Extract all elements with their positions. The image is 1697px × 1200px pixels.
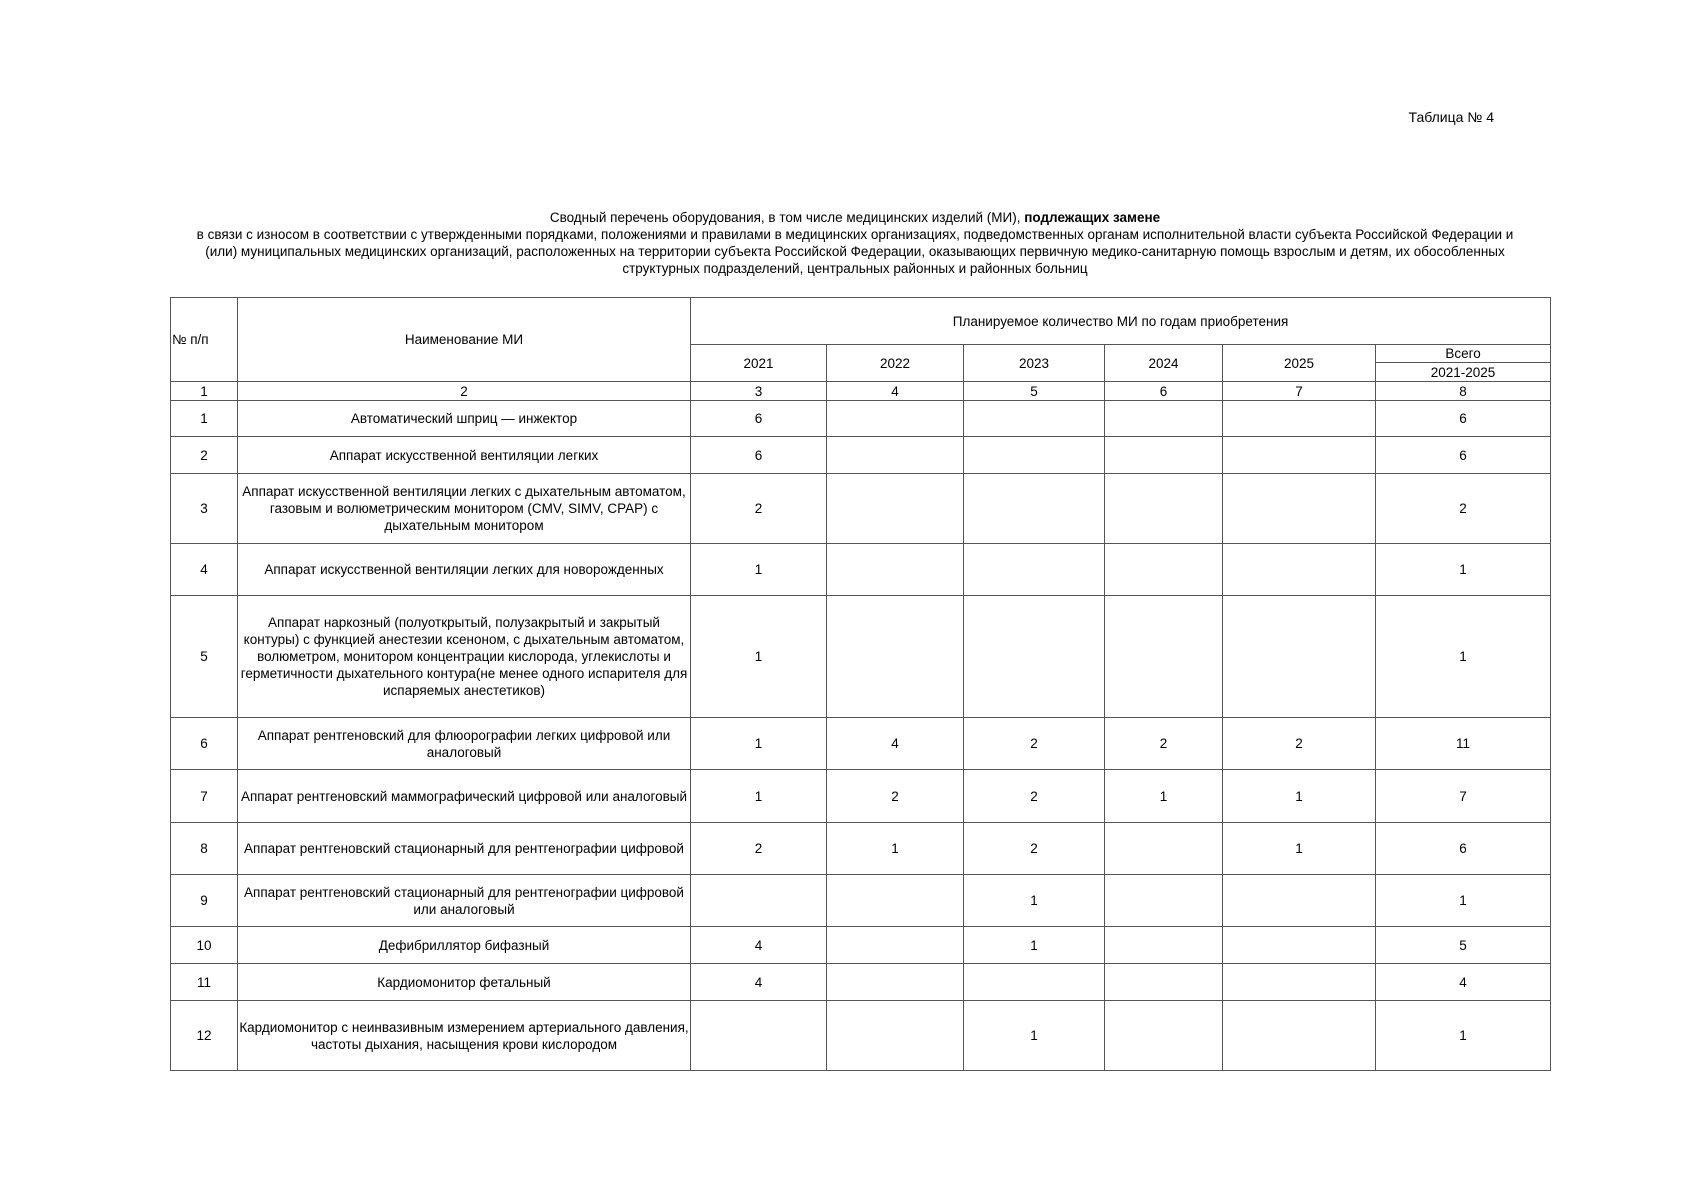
cell-2023 <box>964 964 1105 1001</box>
cell-2024 <box>1105 544 1223 596</box>
column-number: 3 <box>691 382 827 401</box>
cell-total: 2 <box>1376 474 1551 544</box>
cell-total: 1 <box>1376 544 1551 596</box>
cell-2024 <box>1105 437 1223 474</box>
cell-2025 <box>1223 875 1376 927</box>
header-total-label: Всего <box>1376 345 1551 363</box>
cell-no: 4 <box>171 544 238 596</box>
header-name: Наименование МИ <box>238 298 691 382</box>
cell-2025 <box>1223 1001 1376 1071</box>
cell-no: 2 <box>171 437 238 474</box>
cell-no: 7 <box>171 770 238 823</box>
cell-2024 <box>1105 875 1223 927</box>
column-number: 8 <box>1376 382 1551 401</box>
cell-total: 1 <box>1376 1001 1551 1071</box>
cell-2021: 4 <box>691 927 827 964</box>
cell-total: 6 <box>1376 823 1551 875</box>
cell-2024 <box>1105 823 1223 875</box>
header-row-1 <box>171 298 1551 345</box>
header-year-2024: 2024 <box>1105 345 1223 382</box>
cell-2023: 2 <box>964 823 1105 875</box>
cell-2021: 1 <box>691 718 827 770</box>
header-year-2025: 2025 <box>1223 345 1376 382</box>
cell-total: 6 <box>1376 437 1551 474</box>
cell-2025: 2 <box>1223 718 1376 770</box>
cell-2025 <box>1223 544 1376 596</box>
column-number: 2 <box>238 382 691 401</box>
cell-no: 8 <box>171 823 238 875</box>
cell-2021: 6 <box>691 437 827 474</box>
cell-2022 <box>827 927 964 964</box>
cell-2022: 1 <box>827 823 964 875</box>
cell-2022: 2 <box>827 770 964 823</box>
cell-2022 <box>827 1001 964 1071</box>
cell-total: 7 <box>1376 770 1551 823</box>
cell-2021 <box>691 1001 827 1071</box>
cell-2021: 1 <box>691 544 827 596</box>
cell-no: 11 <box>171 964 238 1001</box>
title-line-2: в связи с износом в соответствии с утвержденными порядками, положениями и правилами в медицинских организациях, подведомственных органам исполнительной власти субъекта Российской Федерации и (или) муниципальных медицинских организаций, расположенных на территории субъекта Российской Федерации, оказывающих первичную медико-санитарную помощь взрослым и детям, их обособленных структурных подразделений, центральных районных и районных больниц <box>196 227 1514 276</box>
cell-2022 <box>827 964 964 1001</box>
cell-2023: 2 <box>964 770 1105 823</box>
cell-no: 10 <box>171 927 238 964</box>
cell-2023 <box>964 544 1105 596</box>
table-row <box>171 770 1551 823</box>
table-row <box>171 474 1551 544</box>
cell-2024 <box>1105 596 1223 718</box>
cell-name: Аппарат рентгеновский маммографический цифровой или аналоговый <box>238 770 691 823</box>
cell-2025: 1 <box>1223 770 1376 823</box>
cell-2024 <box>1105 474 1223 544</box>
cell-name: Аппарат рентгеновский для флюорографии легких цифровой или аналоговый <box>238 718 691 770</box>
cell-2025 <box>1223 437 1376 474</box>
cell-2025 <box>1223 927 1376 964</box>
table-row <box>171 964 1551 1001</box>
cell-2022 <box>827 596 964 718</box>
column-number: 6 <box>1105 382 1223 401</box>
cell-2023 <box>964 596 1105 718</box>
title-line-1 <box>190 209 1520 226</box>
table-row <box>171 544 1551 596</box>
cell-2024: 2 <box>1105 718 1223 770</box>
cell-2024 <box>1105 401 1223 437</box>
cell-2024: 1 <box>1105 770 1223 823</box>
table-row <box>171 875 1551 927</box>
table-row <box>171 823 1551 875</box>
cell-2021: 6 <box>691 401 827 437</box>
cell-2022: 4 <box>827 718 964 770</box>
cell-name: Аппарат искусственной вентиляции легких <box>238 437 691 474</box>
cell-name: Аппарат искусственной вентиляции легких для новорожденных <box>238 544 691 596</box>
cell-2022 <box>827 474 964 544</box>
column-number: 4 <box>827 382 964 401</box>
cell-name: Дефибриллятор бифазный <box>238 927 691 964</box>
cell-total: 4 <box>1376 964 1551 1001</box>
cell-no: 5 <box>171 596 238 718</box>
cell-2024 <box>1105 1001 1223 1071</box>
cell-2023 <box>964 474 1105 544</box>
cell-total: 5 <box>1376 927 1551 964</box>
table-number: Таблица № 4 <box>1408 109 1494 125</box>
header-total-range: 2021-2025 <box>1376 363 1551 382</box>
cell-2022 <box>827 401 964 437</box>
cell-no: 3 <box>171 474 238 544</box>
header-no: № п/п <box>171 298 238 382</box>
cell-2021: 1 <box>691 770 827 823</box>
cell-name: Аппарат рентгеновский стационарный для рентгенографии цифровой или аналоговый <box>238 875 691 927</box>
cell-2024 <box>1105 927 1223 964</box>
equipment-table <box>170 297 1551 1071</box>
title-normal-text: Сводный перечень оборудования, в том числе медицинских изделий (МИ), <box>549 210 1025 225</box>
cell-name: Аппарат наркозный (полуоткрытый, полузакрытый и закрытый контуры) с функцией анестезии ксеноном, с дыхательным автоматом, волюметром, монитором концентрации кислорода, углекислоты и герметичности дыхательного контура(не менее одного испарителя для испаряемых анестетиков) <box>238 596 691 718</box>
header-year-2021: 2021 <box>691 345 827 382</box>
cell-total: 1 <box>1376 596 1551 718</box>
cell-no: 12 <box>171 1001 238 1071</box>
header-year-2022: 2022 <box>827 345 964 382</box>
column-number: 7 <box>1223 382 1376 401</box>
table-row <box>171 437 1551 474</box>
table-row <box>171 718 1551 770</box>
cell-name: Автоматический шприц — инжектор <box>238 401 691 437</box>
cell-2022 <box>827 875 964 927</box>
cell-2024 <box>1105 964 1223 1001</box>
cell-2021: 4 <box>691 964 827 1001</box>
table-row <box>171 596 1551 718</box>
cell-2022 <box>827 437 964 474</box>
cell-2023: 1 <box>964 927 1105 964</box>
column-number: 5 <box>964 382 1105 401</box>
cell-2025: 1 <box>1223 823 1376 875</box>
cell-name: Аппарат рентгеновский стационарный для рентгенографии цифровой <box>238 823 691 875</box>
cell-name: Кардиомонитор с неинвазивным измерением артериального давления, частоты дыхания, насыщения крови кислородом <box>238 1001 691 1071</box>
table-row <box>171 927 1551 964</box>
cell-2021 <box>691 875 827 927</box>
table-row <box>171 1001 1551 1071</box>
header-planned: Планируемое количество МИ по годам приобретения <box>691 298 1551 345</box>
table-row <box>171 401 1551 437</box>
cell-no: 1 <box>171 401 238 437</box>
cell-2025 <box>1223 596 1376 718</box>
cell-no: 9 <box>171 875 238 927</box>
cell-no: 6 <box>171 718 238 770</box>
cell-total: 6 <box>1376 401 1551 437</box>
document-title <box>190 209 1520 277</box>
title-bold-text: подлежащих замене <box>1024 210 1161 225</box>
cell-2021: 2 <box>691 823 827 875</box>
cell-2021: 1 <box>691 596 827 718</box>
cell-name: Аппарат искусственной вентиляции легких с дыхательным автоматом, газовым и волюметрическим монитором (CMV, SIMV, CPAP) с дыхательным монитором <box>238 474 691 544</box>
cell-name: Кардиомонитор фетальный <box>238 964 691 1001</box>
cell-2023: 2 <box>964 718 1105 770</box>
cell-2025 <box>1223 474 1376 544</box>
column-number-row <box>171 382 1551 401</box>
cell-2023 <box>964 437 1105 474</box>
cell-2023: 1 <box>964 875 1105 927</box>
cell-2023: 1 <box>964 1001 1105 1071</box>
column-number: 1 <box>171 382 238 401</box>
cell-2025 <box>1223 964 1376 1001</box>
cell-2021: 2 <box>691 474 827 544</box>
cell-total: 1 <box>1376 875 1551 927</box>
cell-total: 11 <box>1376 718 1551 770</box>
header-year-2023: 2023 <box>964 345 1105 382</box>
cell-2025 <box>1223 401 1376 437</box>
cell-2022 <box>827 544 964 596</box>
cell-2023 <box>964 401 1105 437</box>
